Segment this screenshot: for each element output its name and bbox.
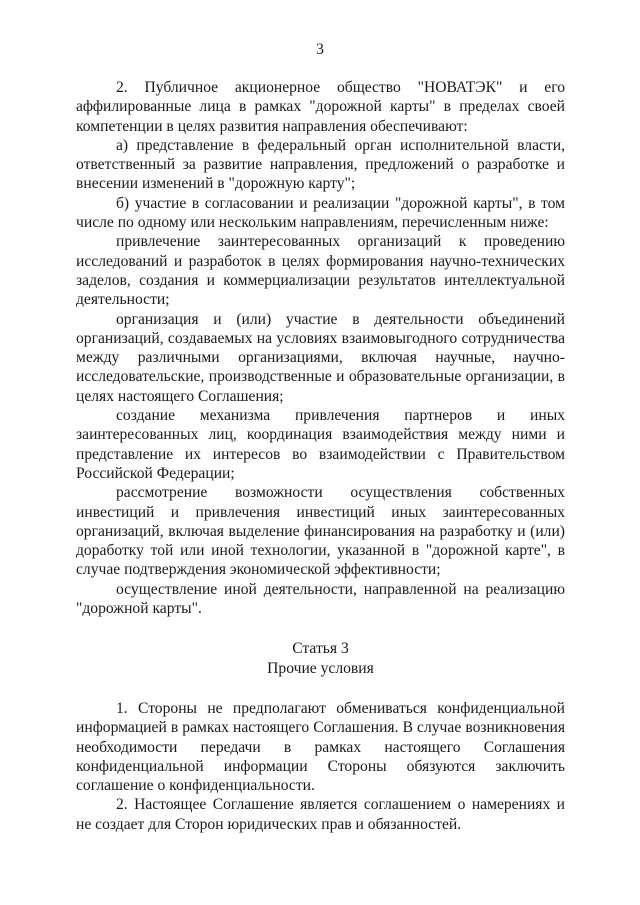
- document-body: [76, 78, 565, 834]
- spacer: [76, 678, 565, 699]
- article-title: Прочие условия: [267, 659, 374, 677]
- paragraph-item-other-activity: осуществление иной деятельности, направленной на реализацию "дорожной карты".: [76, 580, 565, 618]
- paragraph-item-partners: создание механизма привлечения партнеров и иных заинтересованных лиц, координация взаимодействия между ними и представление их интересов во взаимодействии с Правительством Российской Федерации;: [76, 407, 565, 482]
- paragraph-intent: 2. Настоящее Соглашение является соглашением о намерениях и не создает для Сторон юридических прав и обязанностей.: [76, 796, 565, 833]
- paragraph-confidentiality: 1. Стороны не предполагают обмениваться конфиденциальной информацией в рамках настоящего Соглашения. В случае возникновения необходимости передачи в рамках настоящего Соглашения конфиденциальной информации Стороны обязуются заключить соглашение о конфиденциальности.: [76, 699, 565, 795]
- spacer: [76, 618, 565, 639]
- paragraph-subclause-b: б) участие в согласовании и реализации "дорожной карты", в том числе по одному или нескольким направлениям, перечисленным ниже:: [76, 194, 565, 232]
- paragraph-item-research: привлечение заинтересованных организаций к проведению исследований и разработок в целях формирования научно-технических заделов, создания и коммерциализации результатов интеллектуальной деятельности;: [76, 233, 565, 309]
- paragraph-subclause-a: а) представление в федеральный орган исполнительной власти, ответственный за развитие направления, предложений о разработке и внесении изменений в "дорожную карту";: [76, 136, 565, 193]
- paragraph-clause-2: 2. Публичное акционерное общество "НОВАТЭК" и его аффилированные лица в рамках "дорожной карты" в пределах своей компетенции в целях развития направления обеспечивают:: [76, 79, 565, 135]
- paragraph-item-investments: рассмотрение возможности осуществления собственных инвестиций и привлечения инвестиций иных заинтересованных организаций, включая выделение финансирования на разработку и (или) доработку той или иной технологии, указанной в "дорожной карте", в случае подтверждения экономической эффективности;: [76, 484, 565, 579]
- paragraph-item-associations: организация и (или) участие в деятельности объединений организаций, создаваемых на условиях взаимовыгодного сотрудничества между различными организациями, включая научные, научно-исследовательские, производственные и образовательные организации, в целях настоящего Соглашения;: [76, 310, 565, 405]
- article-number: Статья 3: [292, 640, 349, 658]
- page-number: 3: [316, 41, 324, 58]
